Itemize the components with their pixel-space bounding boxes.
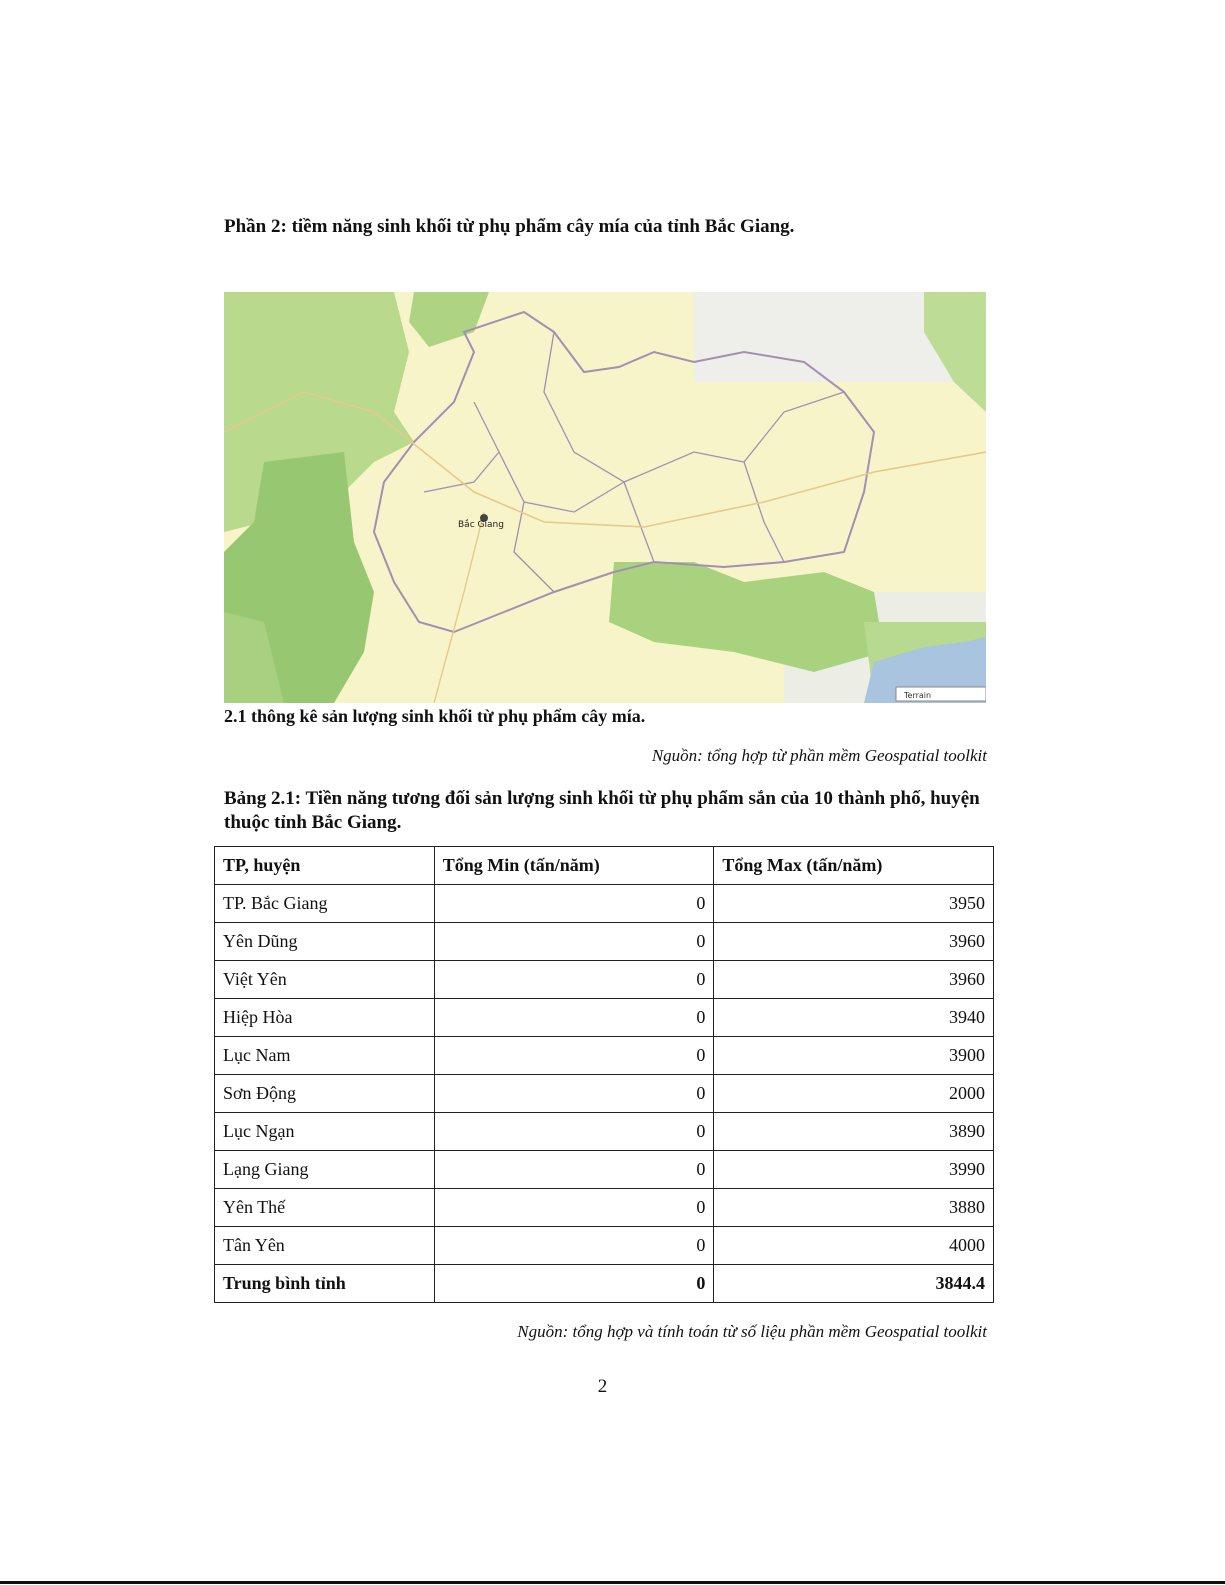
- total-label-cell: Trung bình tỉnh: [215, 1265, 435, 1303]
- district-cell: Yên Dũng: [215, 923, 435, 961]
- page-bottom-rule: [0, 1581, 1225, 1584]
- total-min-cell: 0: [434, 1265, 714, 1303]
- page-number: 2: [597, 1376, 608, 1397]
- max-cell: 3960: [714, 923, 994, 961]
- district-cell: Yên Thế: [215, 1189, 435, 1227]
- min-cell: 0: [434, 1075, 714, 1113]
- max-cell: 3880: [714, 1189, 994, 1227]
- table-source: Nguồn: tổng hợp và tính toán từ số liệu phần mềm Geospatial toolkit: [517, 1322, 987, 1341]
- table-row: [215, 885, 994, 923]
- table-row: [215, 1189, 994, 1227]
- min-cell: 0: [434, 1189, 714, 1227]
- table-row: [215, 923, 994, 961]
- region-map: [224, 292, 986, 703]
- table-row: [215, 1227, 994, 1265]
- min-cell: 0: [434, 923, 714, 961]
- min-cell: 0: [434, 999, 714, 1037]
- max-cell: 3990: [714, 1151, 994, 1189]
- district-cell: Sơn Động: [215, 1075, 435, 1113]
- district-cell: Việt Yên: [215, 961, 435, 999]
- figure-caption: 2.1 thông kê sản lượng sinh khối từ phụ phẩm cây mía.: [224, 706, 646, 726]
- table-title: Bảng 2.1: Tiền năng tương đối sản lượng sinh khối từ phụ phẩm sắn của 10 thành phố, huyện thuộc tỉnh Bắc Giang.: [224, 788, 980, 833]
- header-district: TP, huyện: [215, 847, 435, 885]
- district-cell: Tân Yên: [215, 1227, 435, 1265]
- table-row: [215, 1151, 994, 1189]
- min-cell: 0: [434, 1227, 714, 1265]
- biomass-table: [214, 846, 994, 1303]
- max-cell: 3890: [714, 1113, 994, 1151]
- table-row: [215, 999, 994, 1037]
- district-cell: Lục Nam: [215, 1037, 435, 1075]
- min-cell: 0: [434, 961, 714, 999]
- district-cell: TP. Bắc Giang: [215, 885, 435, 923]
- total-max-cell: 3844.4: [714, 1265, 994, 1303]
- max-cell: 3900: [714, 1037, 994, 1075]
- max-cell: 3940: [714, 999, 994, 1037]
- table-row: [215, 1075, 994, 1113]
- city-label: Bắc Giang: [458, 520, 504, 530]
- district-cell: Hiệp Hòa: [215, 999, 435, 1037]
- min-cell: 0: [434, 1113, 714, 1151]
- table-row: [215, 1113, 994, 1151]
- max-cell: 4000: [714, 1227, 994, 1265]
- min-cell: 0: [434, 885, 714, 923]
- section-heading: Phần 2: tiềm năng sinh khối từ phụ phẩm cây mía của tỉnh Bắc Giang.: [224, 216, 795, 237]
- header-max: Tổng Max (tấn/năm): [714, 847, 994, 885]
- max-cell: 3950: [714, 885, 994, 923]
- min-cell: 0: [434, 1151, 714, 1189]
- table-total-row: [215, 1265, 994, 1303]
- max-cell: 3960: [714, 961, 994, 999]
- district-cell: Lạng Giang: [215, 1151, 435, 1189]
- header-min: Tổng Min (tấn/năm): [434, 847, 714, 885]
- max-cell: 2000: [714, 1075, 994, 1113]
- map-type-label[interactable]: Terrain: [904, 691, 932, 700]
- table-row: [215, 961, 994, 999]
- figure-source: Nguồn: tổng hợp từ phần mềm Geospatial toolkit: [651, 746, 987, 765]
- table-row: [215, 1037, 994, 1075]
- min-cell: 0: [434, 1037, 714, 1075]
- table-header-row: [215, 847, 994, 885]
- district-cell: Lục Ngạn: [215, 1113, 435, 1151]
